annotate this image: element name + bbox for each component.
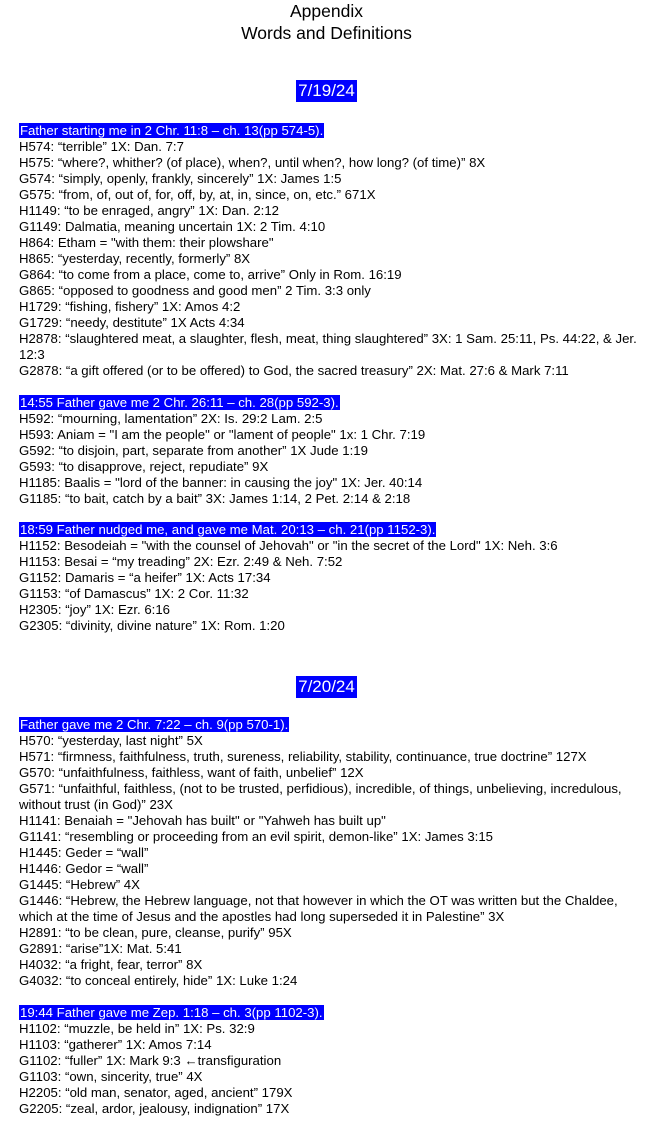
entry-line: H592: “mourning, lamentation” 2X: Is. 29:2 Lam. 2:5: [19, 411, 323, 426]
section-heading: Father starting me in 2 Chr. 11:8 – ch. 13(pp 574-5).: [20, 123, 324, 138]
entry-line: G1102: “fuller” 1X: Mark 9:3 ←transfiguration: [19, 1053, 282, 1068]
reading-section: [19, 395, 649, 507]
entry-line: G1152: Damaris = “a heifer” 1X: Acts 17:34: [19, 570, 271, 585]
reading-section: [19, 717, 649, 989]
section-heading: 19:44 Father gave me Zep. 1:18 – ch. 3(pp 1102-3).: [20, 1005, 323, 1020]
entry-line: G2891: “arise”1X: Mat. 5:41: [19, 941, 182, 956]
section-heading: 14:55 Father gave me 2 Chr. 26:11 – ch. 28(pp 592-3).: [20, 395, 339, 410]
date-heading: 7/19/24: [298, 81, 355, 100]
entry-line: G2305: “divinity, divine nature” 1X: Rom. 1:20: [19, 618, 285, 633]
entry-line: H1185: Baalis = "lord of the banner: in causing the joy" 1X: Jer. 40:14: [19, 475, 423, 490]
entry-line: H1729: “fishing, fishery” 1X: Amos 4:2: [19, 299, 241, 314]
entry-line: H4032: “a fright, fear, terror” 8X: [19, 957, 203, 972]
page-title: Appendix: [290, 1, 363, 21]
entry-line: H570: “yesterday, last night” 5X: [19, 733, 203, 748]
entry-line: H2205: “old man, senator, aged, ancient” 179X: [19, 1085, 293, 1100]
entry-line: G1141: “resembling or proceeding from an evil spirit, demon-like” 1X: James 3:15: [19, 829, 493, 844]
reading-section: [19, 123, 649, 379]
entry-line: G2878: “a gift offered (or to be offered) to God, the sacred treasury” 2X: Mat. 27:6 & Mark 7:11: [19, 363, 569, 378]
date-heading: 7/20/24: [298, 677, 355, 696]
entry-line: H2891: “to be clean, pure, cleanse, purify” 95X: [19, 925, 292, 940]
entry-line: H2878: “slaughtered meat, a slaughter, flesh, meat, thing slaughtered” 3X: 1 Sam. 25:11, Ps. 44:22, & Jer. 12:3: [19, 331, 637, 362]
reading-section: [19, 1005, 649, 1117]
entry-line: G592: “to disjoin, part, separate from another” 1X Jude 1:19: [19, 443, 368, 458]
entry-line: H865: “yesterday, recently, formerly” 8X: [19, 251, 251, 266]
entry-line: H1446: Gedor = “wall”: [19, 861, 149, 876]
entry-line: H571: “firmness, faithfulness, truth, sureness, reliability, stability, continuance, true doctrine” 127X: [19, 749, 587, 764]
entry-line: H2305: “joy” 1X: Ezr. 6:16: [19, 602, 170, 617]
entry-line: G1185: “to bait, catch by a bait” 3X: James 1:14, 2 Pet. 2:14 & 2:18: [19, 491, 411, 506]
entry-line: H1102: “muzzle, be held in” 1X: Ps. 32:9: [19, 1021, 255, 1036]
entry-line: G571: “unfaithful, faithless, (not to be trusted, perfidious), incredible, of things, unbelieving, incredulous, without trust (in God)” 23X: [19, 781, 622, 812]
entry-line: G1149: Dalmatia, meaning uncertain 1X: 2 Tim. 4:10: [19, 219, 326, 234]
title-block: [0, 0, 653, 44]
entry-line: G593: “to disapprove, reject, repudiate” 9X: [19, 459, 269, 474]
entry-line: G1103: “own, sincerity, true” 4X: [19, 1069, 203, 1084]
entry-line: G1153: “of Damascus” 1X: 2 Cor. 11:32: [19, 586, 249, 601]
date-heading-wrap: [0, 80, 653, 102]
entry-line: G1446: “Hebrew, the Hebrew language, not that however in which the OT was written but the Chaldee, which at the time of Jesus and the apostles had long superseded it in Palestine” 3X: [19, 893, 618, 924]
entry-line: G865: “opposed to goodness and good men” 2 Tim. 3:3 only: [19, 283, 371, 298]
entry-line: G575: “from, of, out of, for, off, by, at, in, since, on, etc.” 671X: [19, 187, 376, 202]
entry-line: G570: “unfaithfulness, faithless, want of faith, unbelief” 12X: [19, 765, 364, 780]
entry-line: G2205: “zeal, ardor, jealousy, indignation” 17X: [19, 1101, 290, 1116]
section-heading: 18:59 Father nudged me, and gave me Mat. 20:13 – ch. 21(pp 1152-3).: [20, 522, 436, 537]
entry-line: H1149: “to be enraged, angry” 1X: Dan. 2:12: [19, 203, 280, 218]
entry-line: H1103: “gatherer” 1X: Amos 7:14: [19, 1037, 212, 1052]
page-subtitle: Words and Definitions: [241, 23, 412, 43]
section-heading: Father gave me 2 Chr. 7:22 – ch. 9(pp 570-1).: [20, 717, 289, 732]
date-heading-wrap: [0, 676, 653, 698]
entry-line: G4032: “to conceal entirely, hide” 1X: Luke 1:24: [19, 973, 298, 988]
entry-line: H574: “terrible” 1X: Dan. 7:7: [19, 139, 184, 154]
entry-line: G1729: “needy, destitute” 1X Acts 4:34: [19, 315, 245, 330]
entry-line: H593: Aniam = "I am the people" or "lament of people" 1x: 1 Chr. 7:19: [19, 427, 426, 442]
entry-line: G574: “simply, openly, frankly, sincerely” 1X: James 1:5: [19, 171, 342, 186]
entry-line: G864: “to come from a place, come to, arrive” Only in Rom. 16:19: [19, 267, 402, 282]
entry-line: H1141: Benaiah = "Jehovah has built" or "Yahweh has built up": [19, 813, 386, 828]
entry-line: G1445: “Hebrew” 4X: [19, 877, 140, 892]
entry-line: H1153: Besai = “my treading” 2X: Ezr. 2:49 & Neh. 7:52: [19, 554, 343, 569]
entry-line: H1445: Geder = “wall”: [19, 845, 149, 860]
entry-line: H575: “where?, whither? (of place), when?, until when?, how long? (of time)” 8X: [19, 155, 486, 170]
reading-section: [19, 522, 649, 634]
entry-line: H864: Etham = "with them: their plowshare": [19, 235, 274, 250]
entry-line: H1152: Besodeiah = "with the counsel of Jehovah" or "in the secret of the Lord" 1X: Neh. 3:6: [19, 538, 558, 553]
